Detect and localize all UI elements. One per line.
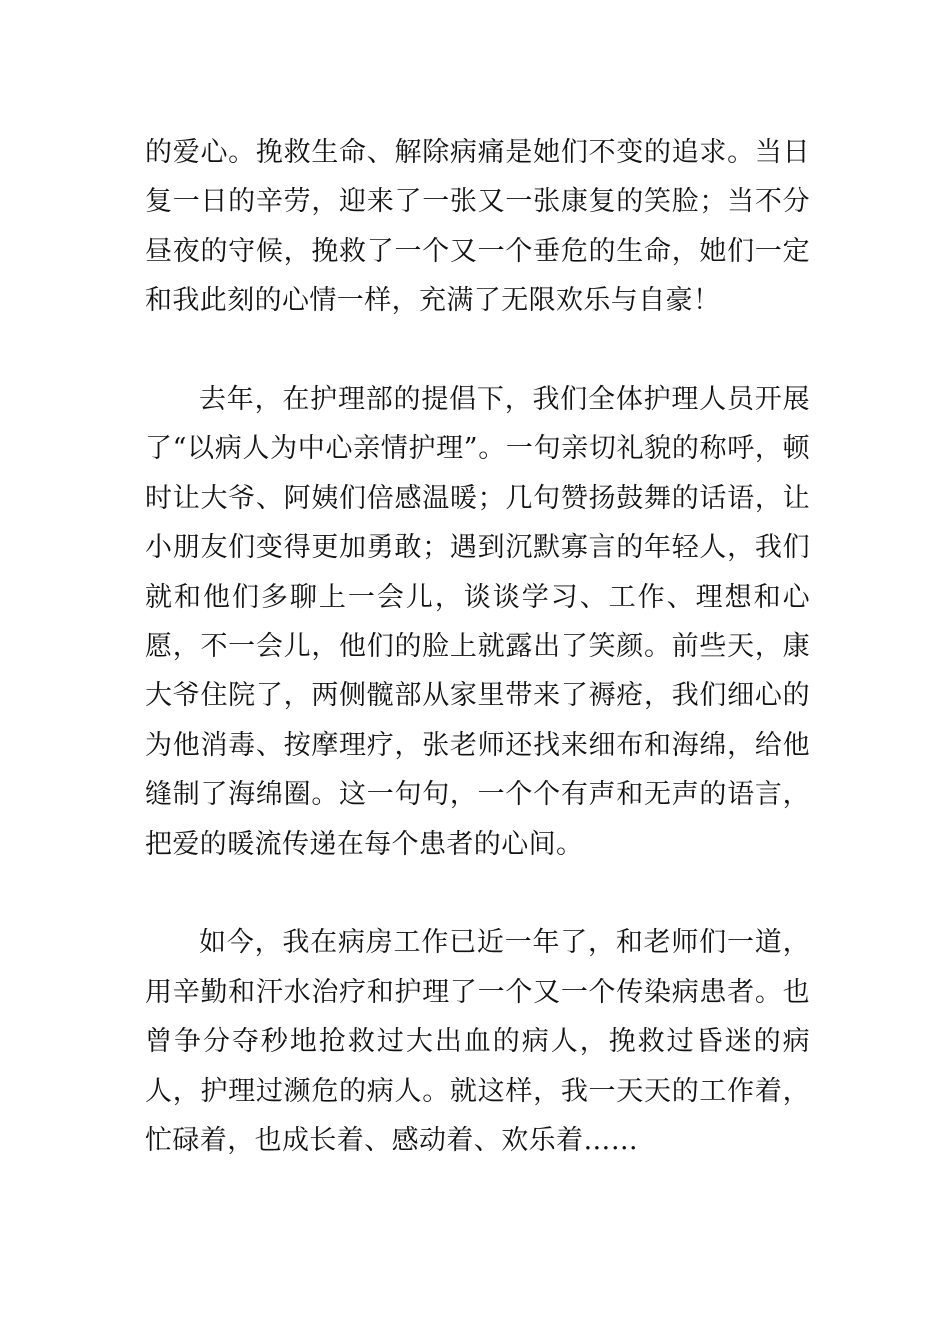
paragraph-continuation: 的爱心。挽救生命、解除病痛是她们不变的追求。当日复一日的辛劳，迎来了一张又一张康复的笑脸；当不分昼夜的守候，挽救了一个又一个垂危的生命，她们一定和我此刻的心情一样，充满了无限欢乐与自豪！ [145,137,810,317]
document-page [145,128,810,1166]
paragraph-one-year-reflection: 如今，我在病房工作已近一年了，和老师们一道，用辛勤和汗水治疗和护理了一个又一个传染病患者。也曾争分夺秒地抢救过大出血的病人，挽救过昏迷的病人，护理过濒危的病人。就这样，我一天天的工作着，忙碌着，也成长着、感动着、欢乐着…… [145,927,810,1157]
paragraph-family-care: 去年，在护理部的提倡下，我们全体护理人员开展了“以病人为中心亲情护理”。一句亲切礼貌的称呼，顿时让大爷、阿姨们倍感温暖；几句赞扬鼓舞的话语，让小朋友们变得更加勇敢；遇到沉默寡言的年轻人，我们就和他们多聊上一会儿，谈谈学习、工作、理想和心愿，不一会儿，他们的脸上就露出了笑颜。前些天，康大爷住院了，两侧髋部从家里带来了褥疮，我们细心的为他消毒、按摩理疗，张老师还找来细布和海绵，给他缝制了海绵圈。这一句句，一个个有声和无声的语言，把爱的暖流传递在每个患者的心间。 [145,384,810,860]
